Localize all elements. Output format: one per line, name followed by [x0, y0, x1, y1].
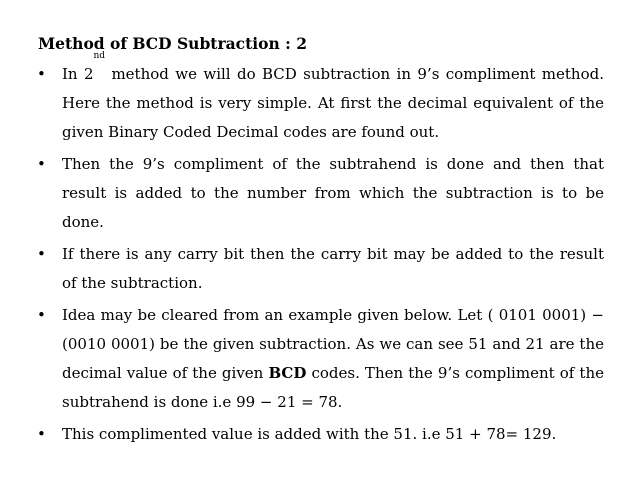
bullet-item-4: [34, 301, 604, 417]
bullet-item-3: [34, 240, 604, 298]
bullet-item-2: [34, 150, 604, 237]
bullet-2-text: Then the 9’s compliment of the subtrahend is done and then that result is added to the number from which the subtraction is to be done.: [62, 155, 604, 231]
bullet-dot: •: [37, 245, 46, 263]
bullet-4-bold-bcd: BCD: [268, 364, 307, 382]
bullet-1-text-start: In 2: [62, 65, 94, 83]
bullet-4-text-start: Idea may be cleared from an example given below. Let ( 0101 0001) − (0010 0001) be the given subtraction. As we can see 51 and 21 are the decimal value of the given: [62, 306, 604, 382]
bullet-dot: •: [37, 306, 46, 324]
bullet-dot: •: [37, 65, 46, 83]
bullet-1-superscript: nd: [93, 51, 106, 61]
bullet-list: [34, 51, 604, 452]
bullet-4-text-end: codes. Then the 9’s compliment of the subtrahend is done i.e 99 − 21 = 78.: [62, 364, 604, 411]
bullet-3-text: If there is any carry bit then the carry bit may be added to the result of the subtraction.: [62, 245, 604, 292]
bullet-1-text-end: method we will do BCD subtraction in 9’s compliment method. Here the method is very simple. At first the decimal equivalent of the given Binary Coded Decimal codes are found out.: [62, 65, 604, 141]
bullet-item-5: [34, 420, 604, 449]
bullet-dot: •: [37, 155, 46, 173]
bullet-item-1: [34, 51, 604, 147]
bullet-dot: •: [37, 425, 46, 443]
bullet-5-text: This complimented value is added with the 51. i.e 51 + 78= 129.: [62, 425, 557, 443]
slide-heading: Method of BCD Subtraction : 2: [38, 34, 308, 53]
